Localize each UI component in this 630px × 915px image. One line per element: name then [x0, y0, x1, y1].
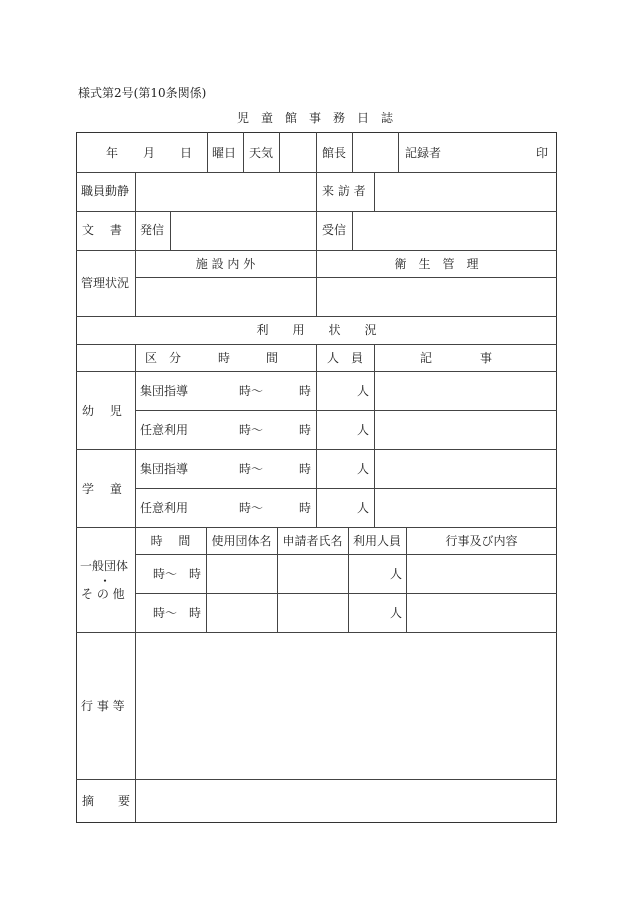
general-row-2-time: 時～ 時 [153, 606, 202, 620]
student-free-label: 任意利用 [140, 501, 189, 515]
usage-title: 利 用 状 況 [256, 323, 377, 337]
student-label: 学 童 [82, 482, 122, 496]
col-divider [316, 132, 317, 172]
recorder-label: 記録者 [405, 146, 442, 160]
col-divider [243, 132, 244, 172]
student-group-label: 集団指導 [140, 462, 189, 476]
row-divider [76, 632, 557, 633]
student-group-time-from: 時～ [239, 462, 264, 476]
infant-group-label: 集団指導 [140, 384, 189, 398]
col-divider [170, 211, 171, 250]
infant-free-time-from: 時～ [239, 423, 264, 437]
col-divider [279, 132, 280, 172]
people-header: 人 員 [327, 351, 364, 365]
general-row-1-people: 人 [390, 567, 403, 581]
day-label: 日 [180, 146, 193, 160]
col-divider [316, 344, 317, 527]
director-label: 館長 [322, 146, 347, 160]
general-row-1-time: 時～ 時 [153, 567, 202, 581]
row-divider [135, 277, 557, 278]
year-label: 年 [106, 146, 119, 160]
col-divider [135, 172, 136, 211]
infant-free-time-to: 時 [299, 423, 312, 437]
month-label: 月 [143, 146, 156, 160]
infant-label: 幼 児 [82, 404, 122, 418]
general-content-header: 行事及び内容 [445, 534, 518, 548]
infant-group-time-from: 時～ [239, 384, 264, 398]
infant-free-people: 人 [357, 423, 370, 437]
row-divider [135, 488, 557, 489]
col-divider [374, 344, 375, 527]
facility-label: 施 設 内 外 [195, 257, 256, 271]
notes-header: 記 事 [420, 351, 493, 365]
col-divider [398, 132, 399, 172]
row-divider [76, 527, 557, 528]
category-header: 区 分 [145, 351, 182, 365]
general-applicant-header: 申請者氏名 [282, 534, 343, 548]
col-divider [352, 211, 353, 250]
col-divider [135, 211, 136, 250]
form-label: 様式第2号(第10条関係) [78, 86, 207, 100]
row-divider [135, 593, 557, 594]
page-title: 児童館事務日誌 [236, 111, 405, 125]
general-users-header: 利用人員 [352, 534, 401, 548]
weather-label: 天気 [249, 146, 274, 160]
col-divider [352, 132, 353, 172]
col-divider [374, 172, 375, 211]
row-divider [76, 779, 557, 780]
row-divider [135, 554, 557, 555]
time-header: 時 間 [218, 351, 279, 365]
management-label: 管理状況 [81, 276, 130, 290]
infant-free-label: 任意利用 [140, 423, 189, 437]
events-label: 行 事 等 [81, 699, 125, 713]
general-group-header: 使用団体名 [211, 534, 272, 548]
student-group-people: 人 [357, 462, 370, 476]
row-divider [135, 410, 557, 411]
hygiene-label: 衛 生 管 理 [394, 257, 479, 271]
infant-group-time-to: 時 [299, 384, 312, 398]
general-label-2: そ の 他 [81, 587, 125, 601]
col-divider [135, 632, 136, 822]
col-divider [316, 172, 317, 211]
seal-label: 印 [536, 146, 549, 160]
col-divider [316, 211, 317, 250]
sent-label: 発信 [140, 223, 165, 237]
received-label: 受信 [322, 223, 347, 237]
student-free-time-from: 時～ [239, 501, 264, 515]
col-divider [207, 132, 208, 172]
student-free-people: 人 [357, 501, 370, 515]
general-label-1: 一般団体 [80, 559, 129, 573]
weekday-label: 曜日 [212, 146, 237, 160]
documents-label: 文 書 [82, 223, 122, 237]
visitor-label: 来 訪 者 [322, 184, 366, 198]
general-dot: ・ [99, 574, 112, 588]
student-group-time-to: 時 [299, 462, 312, 476]
staff-label: 職員動静 [81, 184, 130, 198]
general-time-header: 時 間 [150, 534, 191, 548]
col-divider [135, 344, 136, 527]
student-free-time-to: 時 [299, 501, 312, 515]
general-row-2-people: 人 [390, 606, 403, 620]
infant-group-people: 人 [357, 384, 370, 398]
row-divider [76, 316, 557, 317]
summary-label: 摘 要 [82, 794, 131, 808]
